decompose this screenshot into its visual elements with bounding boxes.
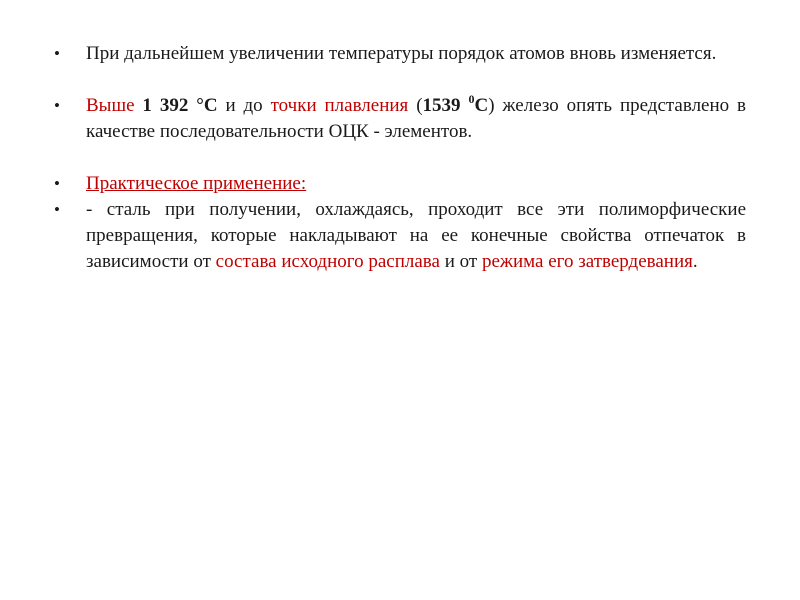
bullet-marker: • xyxy=(54,200,60,219)
bullet-marker: • xyxy=(54,96,60,115)
bullet-steel-transformations xyxy=(54,197,746,275)
text-and-from: и от xyxy=(444,251,478,272)
bullet-marker: • xyxy=(54,174,60,193)
section-heading: Практическое применение: xyxy=(86,173,307,194)
highlight-melting-point: точки плавления xyxy=(270,95,409,116)
paragraph-text: При дальнейшем увеличении температуры порядок атомов вновь изменяется. xyxy=(86,43,717,64)
bullet-temperature-order xyxy=(54,41,746,67)
bullet-list xyxy=(54,41,746,275)
bullet-practical-application xyxy=(54,171,746,197)
paragraph-text-rest: ) железо опять представлено в качестве последовательности ОЦК - элементов. xyxy=(86,95,747,142)
highlight-melt-composition: состава исходного расплава xyxy=(215,251,440,272)
text-and-to: и до xyxy=(225,95,263,116)
paren-open: ( xyxy=(416,95,423,116)
highlight-solidification-mode: режима его затвердевания xyxy=(481,251,693,272)
bullet-marker: • xyxy=(54,44,60,63)
melting-temperature: 1539 xyxy=(422,95,461,116)
temperature-value: 1 392 °С xyxy=(142,95,218,116)
highlight-above: Выше xyxy=(86,95,135,116)
paragraph-text: - сталь при получении, охлаждаясь, проходит все эти полиморфические превращения, которые накладывают на ее конечные свойства отпечаток в зависимости от xyxy=(86,199,746,272)
period: . xyxy=(692,251,698,272)
degree-superscript: 0 xyxy=(468,92,475,106)
celsius-unit: С xyxy=(474,95,489,116)
bullet-above-1392 xyxy=(54,93,746,145)
